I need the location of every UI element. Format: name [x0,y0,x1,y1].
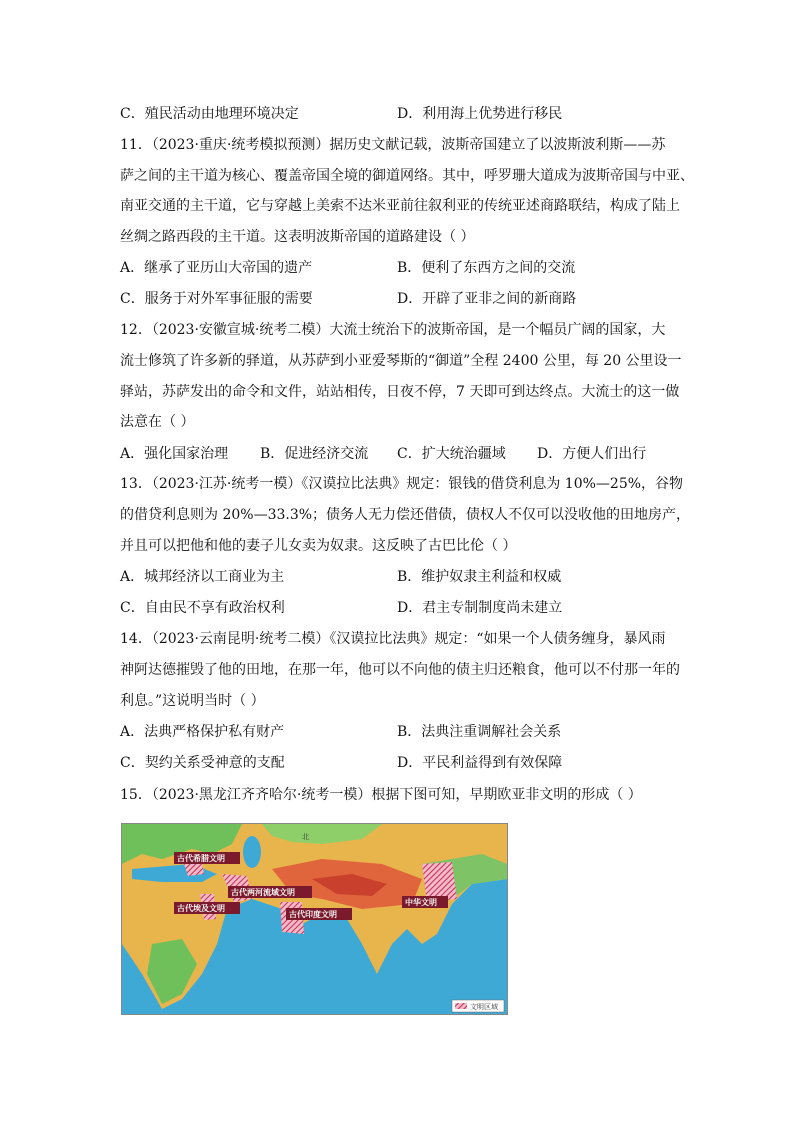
q12-line-4: 法意在（ ） [120,414,195,430]
q14-line-3: 利息。”这说明当时（ ） [120,693,265,709]
q11-line-3: 南亚交通的主干道，它与穿越上美索不达米亚前往叙利亚的传统亚述商路联结，构成了陆上 [120,198,680,214]
q12-option-b: B．促进经济交流 [260,446,369,462]
q14-line-2: 神阿达德摧毁了他的田地，在那一年，他可以不向他的债主归还粮食，他可以不付那一年的 [120,662,680,678]
map-caspian-sea [243,836,261,868]
q15-stem: 15．（2023·黑龙江齐齐哈尔·统考一模）根据下图可知，早期欧亚非文明的形成（ ） [120,787,642,803]
q13-option-d: D．君主专制制度尚未建立 [397,600,563,616]
label-egypt: 古代埃及文明 [177,904,225,913]
q12-line-1: 12．（2023·安徽宣城·统考二模）大流士统治下的波斯帝国，是一个幅员广阔的国家，大 [120,322,666,338]
q14-line-1: 14．（2023·云南昆明·统考二模）《汉谟拉比法典》规定：“如果一个人债务缠身，暴风雨 [120,631,666,647]
q14-option-b: B．法典注重调解社会关系 [397,724,562,740]
q12-line-2: 流士修筑了许多新的驿道，从苏萨到小亚爱琴斯的“御道”全程 2400 公里，每 20 公里设一 [120,353,682,369]
q12-line-3: 驿站，苏萨发出的命令和文件，站站相传，日夜不停，7 天即可到达终点。大流士的这一做 [120,384,680,400]
q13-option-a: A．城邦经济以工商业为主 [120,569,285,585]
q14-option-a: A．法典严格保护私有财产 [120,724,285,740]
q11-option-c: C．服务于对外军事征服的需要 [120,291,313,307]
q11-option-d: D．开辟了亚非之间的新商路 [397,291,577,307]
q11-option-a: A．继承了亚历山大帝国的遗产 [120,260,313,276]
legend-swatch [455,1003,467,1009]
q13-line-1: 13．（2023·江苏·统考一模）《汉谟拉比法典》规定：银钱的借贷利息为 10%—25%，谷物 [120,476,684,492]
legend-label: 文明区域 [470,1003,498,1011]
q11-option-b: B．便利了东西方之间的交流 [397,260,576,276]
q11-line-1: 11．（2023·重庆·统考模拟预测）据历史文献记载，波斯帝国建立了以波斯波利斯——苏 [120,137,666,153]
civilization-map [121,823,508,1015]
q13-option-b: B．维护奴隶主利益和权威 [397,569,562,585]
label-north: 北 [302,833,309,841]
map-svg [122,824,507,1014]
q10-option-c: C．殖民活动由地理环境决定 [120,106,299,122]
q11-line-2: 萨之间的主干道为核心、覆盖帝国全境的御道网络。其中，呼罗珊大道成为波斯帝国与中亚、 [120,168,694,184]
q12-option-d: D．方便人们出行 [537,446,647,462]
q10-option-d: D．利用海上优势进行移民 [397,106,563,122]
q14-option-c: C．契约关系受神意的支配 [120,755,285,771]
q12-option-c: C．扩大统治疆域 [397,446,506,462]
q13-option-c: C．自由民不享有政治权利 [120,600,285,616]
label-mesopotamia: 古代两河流域文明 [231,888,295,897]
q14-option-d: D．平民利益得到有效保障 [397,755,563,771]
label-china: 中华文明 [405,898,437,907]
q13-line-3: 并且可以把他和他的妻子儿女卖为奴隶。这反映了古巴比伦（ ） [120,538,517,554]
label-india: 古代印度文明 [289,910,337,919]
label-greece: 古代希腊文明 [177,854,225,863]
q13-line-2: 的借贷利息则为 20%—33.3%；债务人无力偿还借债，债权人不仅可以没收他的田地房产， [120,507,691,523]
q11-line-4: 丝绸之路西段的主干道。这表明波斯帝国的道路建设（ ） [120,229,475,245]
q12-option-a: A．强化国家治理 [120,446,229,462]
